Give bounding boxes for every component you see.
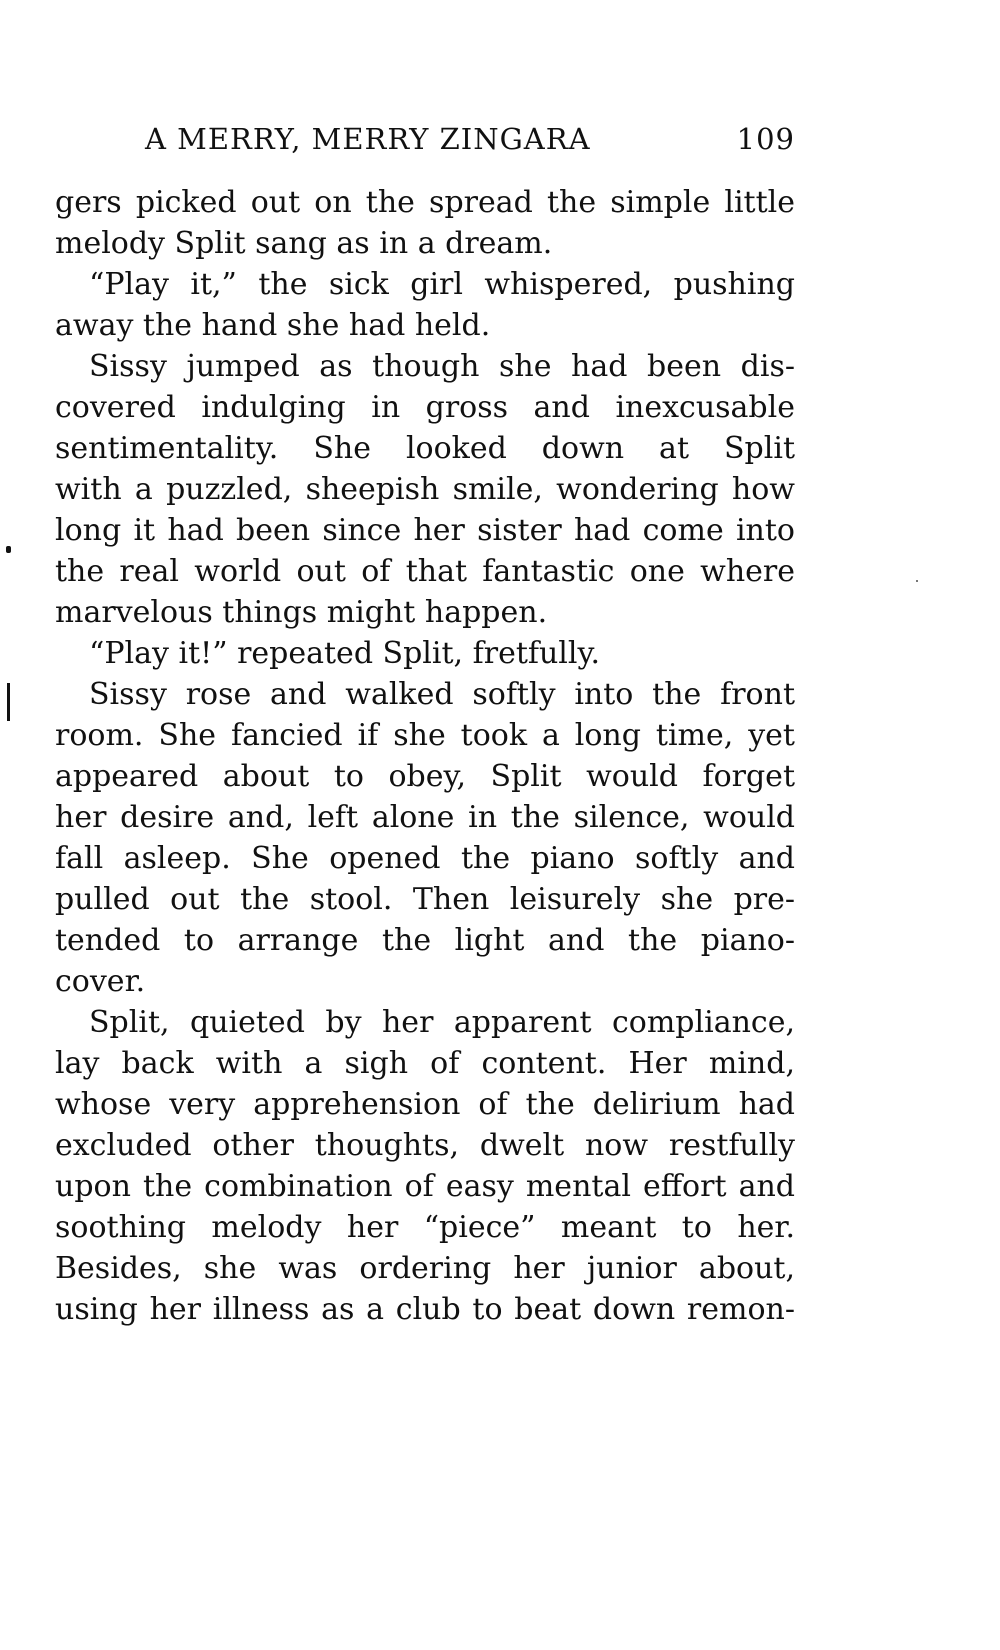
text-line: away the hand she had held. xyxy=(55,308,491,343)
text-line: Sissy jumped as though she had been dis- xyxy=(89,349,795,384)
running-title: A MERRY, MERRY ZINGARA xyxy=(145,122,591,156)
text-line: melody Split sang as in a dream. xyxy=(55,226,553,261)
text-line: room. She fancied if she took a long time, yet xyxy=(55,718,795,753)
page-number: 109 xyxy=(736,122,795,156)
text-line: excluded other thoughts, dwelt now restfully xyxy=(55,1128,795,1163)
text-line: “Play it,” the sick girl whispered, pushing xyxy=(89,267,795,302)
scan-mark xyxy=(7,683,10,721)
text-line: marvelous things might happen. xyxy=(55,595,548,630)
text-line: with a puzzled, sheepish smile, wondering how xyxy=(55,472,795,507)
text-line: whose very apprehension of the delirium had xyxy=(55,1087,795,1122)
text-line: fall asleep. She opened the piano softly and xyxy=(55,841,795,876)
text-line: upon the combination of easy mental effort and xyxy=(55,1169,795,1204)
text-line: pulled out the stool. Then leisurely she pre- xyxy=(55,882,795,917)
text-line: the real world out of that fantastic one where xyxy=(55,554,795,589)
text-line: soothing melody her “piece” meant to her. xyxy=(55,1210,795,1245)
text-line: gers picked out on the spread the simple little xyxy=(55,185,795,220)
text-line: covered indulging in gross and inexcusable xyxy=(55,390,795,425)
text-line: Sissy rose and walked softly into the front xyxy=(89,677,795,712)
body-text xyxy=(55,182,795,1330)
running-head xyxy=(145,118,795,160)
scan-mark xyxy=(916,580,918,582)
text-line: sentimentality. She looked down at Split xyxy=(55,431,795,466)
text-line: lay back with a sigh of content. Her mind, xyxy=(55,1046,795,1081)
text-line: cover. xyxy=(55,964,146,999)
scan-mark xyxy=(6,546,11,553)
text-line: using her illness as a club to beat down remon- xyxy=(55,1292,795,1327)
text-line: “Play it!” repeated Split, fretfully. xyxy=(89,636,600,671)
text-line: Besides, she was ordering her junior about, xyxy=(55,1251,795,1286)
text-line: Split, quieted by her apparent compliance, xyxy=(89,1005,795,1040)
text-line: tended to arrange the light and the piano- xyxy=(55,923,795,958)
text-line: appeared about to obey, Split would forget xyxy=(55,759,795,794)
text-line: her desire and, left alone in the silence, would xyxy=(55,800,795,835)
text-line: long it had been since her sister had come into xyxy=(55,513,795,548)
